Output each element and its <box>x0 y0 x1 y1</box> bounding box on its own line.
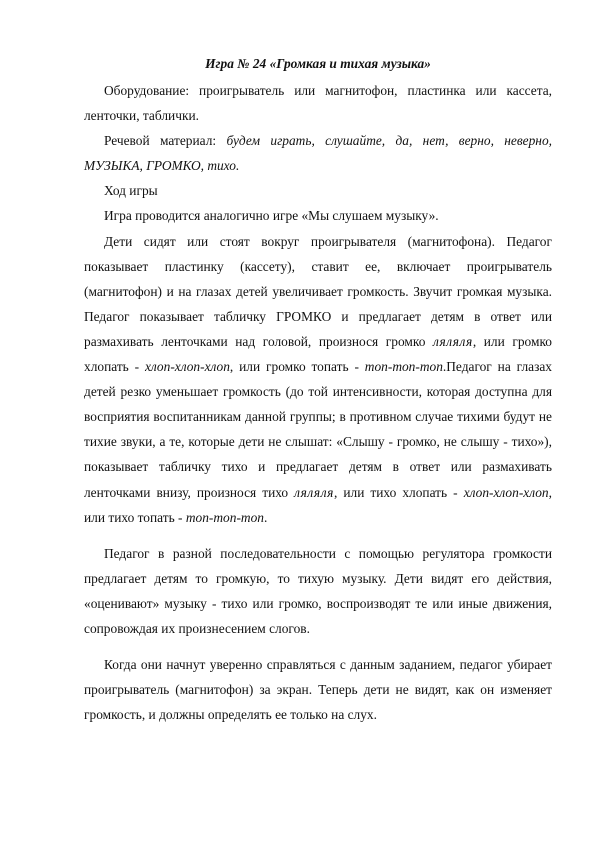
main-text-6: , или тихо топать - <box>84 484 552 525</box>
screen-paragraph: Когда они начнут уверенно справляться с данным заданием, педагог убирает проигрыватель (магнитофон) за экран. Теперь дети не видят, как он изменяет громкость, и должны определять ее только на слух. <box>84 657 552 723</box>
main-italic-3: топ-топ-топ <box>364 359 443 375</box>
main-text-3: , или громко топать - <box>229 359 365 375</box>
document-page <box>84 52 552 727</box>
main-paragraph <box>84 229 552 530</box>
course-heading: Ход игры <box>104 183 158 199</box>
main-italic-1: ляляля <box>433 333 473 349</box>
speech-material-paragraph <box>84 128 552 178</box>
main-text-2: , или громко хлопать - <box>84 333 552 375</box>
main-text-1: Дети сидят или стоят вокруг проигрывателя (магнитофона). Педагог показывает пластинку (кассету), ставит ее, включает проигрыватель (магнитофон) и на глазах детей увеличивает громкость. Звучит громкая музыка. Педагог показывает табличку ГРОМКО и предлагает детям в ответ или размахивать ленточками над головой, произнося громко <box>84 233 552 349</box>
regulator-paragraph: Педагог в разной последовательности с помощью регулятора громкости предлагает детям то громкую, то тихую музыку. Дети видят его действия, «оценивают» музыку - тихо или громко, воспроизводят те или иные движения, сопровождая их произнесением слогов. <box>84 545 552 636</box>
main-italic-4: ляляля <box>294 484 334 500</box>
speech-material-words: будем играть, слушайте, да, нет, верно, неверно, МУЗЫКА, ГРОМКО, тихо. <box>84 133 552 174</box>
main-italic-2: хлоп-хлоп-хлоп <box>144 359 230 375</box>
main-text-4: .Педагог на глазах детей резко уменьшает громкость (до той интенсивности, которая доступна для восприятия воспитанникам данной группы; в противном случае тихими будут не тихие звуки, а те, которые дети не слышат: «Слышу - громко, не слышу - тихо»), показывает табличку тихо и предлагает детям в ответ или размахивать ленточками внизу, произнося тихо <box>84 359 552 500</box>
main-text-7: . <box>263 509 268 525</box>
equipment-paragraph: Оборудование: проигрыватель или магнитофон, пластинка или кассета, ленточки, таблички. <box>84 83 552 124</box>
main-text-5: , или тихо хлопать - <box>333 484 464 500</box>
course-intro: Игра проводится аналогично игре «Мы слушаем музыку». <box>104 208 439 224</box>
main-italic-6: топ-топ-топ <box>185 509 264 525</box>
main-italic-5: хлоп-хлоп-хлоп <box>463 484 549 500</box>
document-title: Игра № 24 «Громкая и тихая музыка» <box>205 56 431 71</box>
speech-material-label: Речевой материал: <box>104 133 217 149</box>
